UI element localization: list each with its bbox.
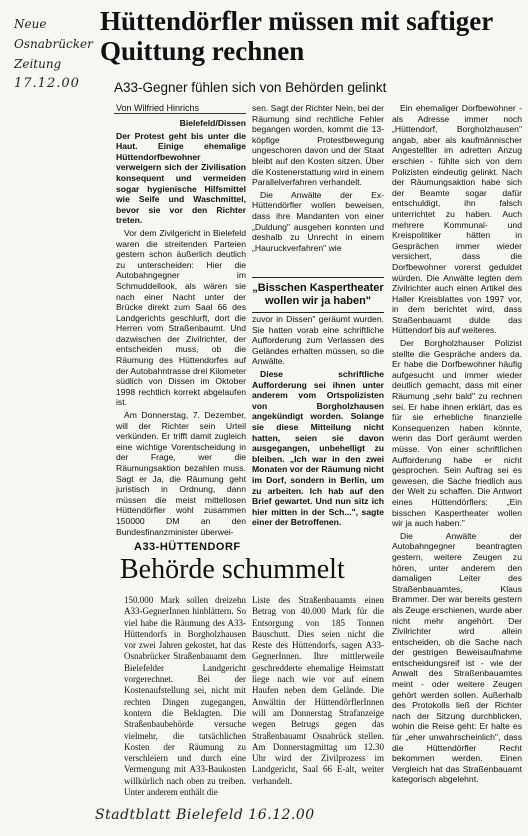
body-paragraph: Vor dem Zivilgericht in Bielefeld waren die streitenden Parteien gestern schon äußerlich deutlich zu unterscheiden: Hier die Autobahngegner im Schmuddellook, als wären sie nach einer Nacht unter der Brücke direkt zum Saal 66 des Landgerichts geschlurft, dort die Herren vom Straßenbaumt. Und dazwischen der Zivilrichter, der entscheiden muss, ob die Räumung des Hüttendorfes auf der Autobahntrasse drei Kilometer südlich von Dissen im Oktober 1998 rechtlich korrekt abgelaufen ist. <box>116 227 246 408</box>
body-paragraph: Liste des Straßenbauamts einen Betrag von 40.000 Mark für die Entsorgung von 185 Tonnen Bauschutt. Dies seien nicht die Reste des Hüttendorfs, sagen A33-GegnerInnen. Ihre mittlerweile geschredderte ehemalige Heimstatt liege nach wie vor auf einem Haufen neben dem Gelände. Die Anwältin der HüttendörflerInnen will am Donnerstag Strafanzeige wegen Betrugs gegen das Straßenbauamt Osnabrück stellen. Am Donnerstagmittag um 12.30 Uhr wird der Zivilprozess im Landgericht, Saal 66 E-alt, weiter verhandelt. <box>252 595 384 786</box>
body-paragraph: Die Anwälte der Autobahngegner beantragten gestern, weitere Zeugen zu hören, unter anderem den damaligen Leiter des Straßenbauamtes, Klaus Brammer. Der war bereits gestern als Zeuge erschienen, wurde aber nicht mehr angehört. Der Zivilrichter wird allein entscheiden, ob die Sache nach der gestrigen Beweisaufnahme entscheidungsreif ist - wie der Anwalt des Straßenbauamtes meint - oder weitere Zeugen gehört werden sollen. Außerhalb des Protokolls ließ der Richter nach der Sitzung durchblicken, wohin die Reise geht: Er halte es für „eher unwahrscheinlich", dass die Hüttendörfler Recht bekommen werden. Einen Vergleich hat das Straßenbauamt kategorisch abgelehnt. <box>392 530 522 785</box>
article2-column-1 <box>124 595 246 798</box>
article2-kicker: A33-HÜTTENDORF <box>134 541 241 553</box>
article-byline: Von Wilfried Hinrichs <box>116 103 200 113</box>
handwritten-source-date: Stadtblatt Bielefeld 16.12.00 <box>95 807 315 823</box>
body-paragraph: sen. Sagt der Richter Nein, bei der Räumung sind rechtliche Fehler begangen worden, kommt die 13-köpfige Protestbewegung ungeschoren davon und der Staat bleibt auf den Kosten sitzen. Über die Kostenerstattung wird in einem Parallelverfahren verhandelt. <box>252 103 384 188</box>
handwritten-line: Zeitung <box>14 57 62 71</box>
body-paragraph: Diese schriftliche Aufforderung sei ihnen unter anderem vom Ortspolizisten von Borgholzhausen angekündigt worden. Solange sie diese Mitteilung nicht hatten, seien sie davon ausgegangen, unbehelligt zu bleiben. „Ich war in den zwei Monaten vor der Räumung nicht im Dorf, sondern in Berlin, um zu arbeiten. Ich hab auf den Brief gewartet. Und nun sitz ich hier mitten in der Sch...", sagte einer der Betroffenen. <box>252 368 384 528</box>
handwritten-date: 17.12.00 <box>14 76 80 91</box>
article-column-2-continued <box>252 314 384 530</box>
article-headline: Hüttendörfler müssen mit saftiger Quittung rechnen <box>100 6 493 66</box>
article-column-1 <box>116 118 246 539</box>
article2-headline: Behörde schummelt <box>120 554 345 585</box>
body-paragraph: Der Borgholzhauser Polizist stellte die Gespräche anders da. Er habe die Dorfbewohner häufig aufgesucht und immer wieder deutlich gemacht, dass mit einer Räumung „sehr bald" zu rechnen sei. Er habe ihnen erklärt, das es für sie erhebliche finanzielle Konsequenzen haben könnte, wenn das Dorf geräumt werden müsse. Von einer schriftlichen Aufforderung habe er nicht gesprochen. Sein Auftrag sei es gewesen, die Sache friedlich aus der Welt zu schaffen. Die Antwort eines Hüttendörflers: „Ein bisschen Kaspertheater wollen wir ja auch haben." <box>392 338 522 529</box>
body-paragraph: Am Donnerstag, 7. Dezember, will der Richter sein Urteil verkünden. Er trifft damit zugleich eine wichtige Vorentscheidung in der Frage, wer die Räumungsaktion bezahlen muss. Sagt er Ja, die Räumung geht juristisch in Ordnung, dann müssen die meist mittellosen Hüttendörfler wohl zusammen 150000 DM an den Bundesfinanzminister überwei- <box>116 410 246 537</box>
body-paragraph: Die Anwälte der Ex-Hüttendörfler wollen beweisen, dass ihre Mandanten von einer „Duldung" ausgehen konnten und deshalb zu Unrecht in einem „Hauruckverfahren" wie <box>252 189 384 253</box>
article-subheadline: A33-Gegner fühlen sich von Behörden gelinkt <box>114 80 387 95</box>
article-column-3 <box>392 103 522 787</box>
body-paragraph: zuvor in Dissen" geräumt wurden. Sie hatten vorab eine schriftliche Aufforderung zum Verlassen des Geländes erhalten müssen, so die Anwälte. <box>252 314 384 367</box>
byline-rule <box>114 113 246 114</box>
article2-column-2 <box>252 595 384 787</box>
body-paragraph: Ein ehemaliger Dorfbewohner - als Adresse immer noch „Hüttendorf, Borgholzhausen" angab, aber als kaufmännischer Angestellter im adretten Anzug erschien - fühlte sich von dem Polizisten eindeutig gelinkt. Nach der Räumungsaktion habe sich der Beamte sogar dafür entschuldigt, ihn falsch unterrichtet zu haben. Auch mehrere Kommunal- und Kreispolitiker hätten in Gesprächen immer wieder versichert, dass die Dorfbewohner vorerst geduldet würden. Die Anwälte legten dem Zivilrichter auch einen Artikel des Haller Kreisblattes von 1997 vor, in dem berichtet wird, dass Straßenbauamt dulde das Hüttendorf bis auf weiteres. <box>392 103 522 336</box>
body-paragraph: 150.000 Mark sollen dreizehn A33-GegnerInnen hinblättern. So viel habe die Räumung des A33-Hüttendorfs in Borgholzhausen vor zwei Jahren gekostet, hat das Osnabrücker Straßenbauamt dem Bielefelder Landgericht vorgerechnet. Bei der Kostenaufstellung sei, nicht mit rechten Dingen zugegangen, kontern die Beklagten. Die Straßenbaubehörde versuche vielmehr, die tatsächlichen Kosten der Räumung zu verschleiern und durch eine Vermengung mit A33-Baukosten willkürlich nach oben zu treiben. Unter anderem enthält die <box>124 595 246 798</box>
lead-paragraph: Der Protest geht bis unter die Haut. Einige ehemalige Hüttendorfbewohner verweigern sich der Zivilisation konsequent und vermeiden sogar hygienische Hilfsmittel wie Seife und Waschmittel, bevor sie vor den Richter treten. <box>116 130 246 226</box>
article-column-2 <box>252 103 384 255</box>
pull-quote: „Bisschen Kaspertheater wollen wir ja haben" <box>252 277 384 313</box>
dateline: Bielefeld/Dissen <box>179 118 246 128</box>
handwritten-line: Neue <box>14 17 47 31</box>
handwritten-line: Osnabrücker <box>14 37 93 51</box>
handwritten-source-note <box>14 14 92 94</box>
